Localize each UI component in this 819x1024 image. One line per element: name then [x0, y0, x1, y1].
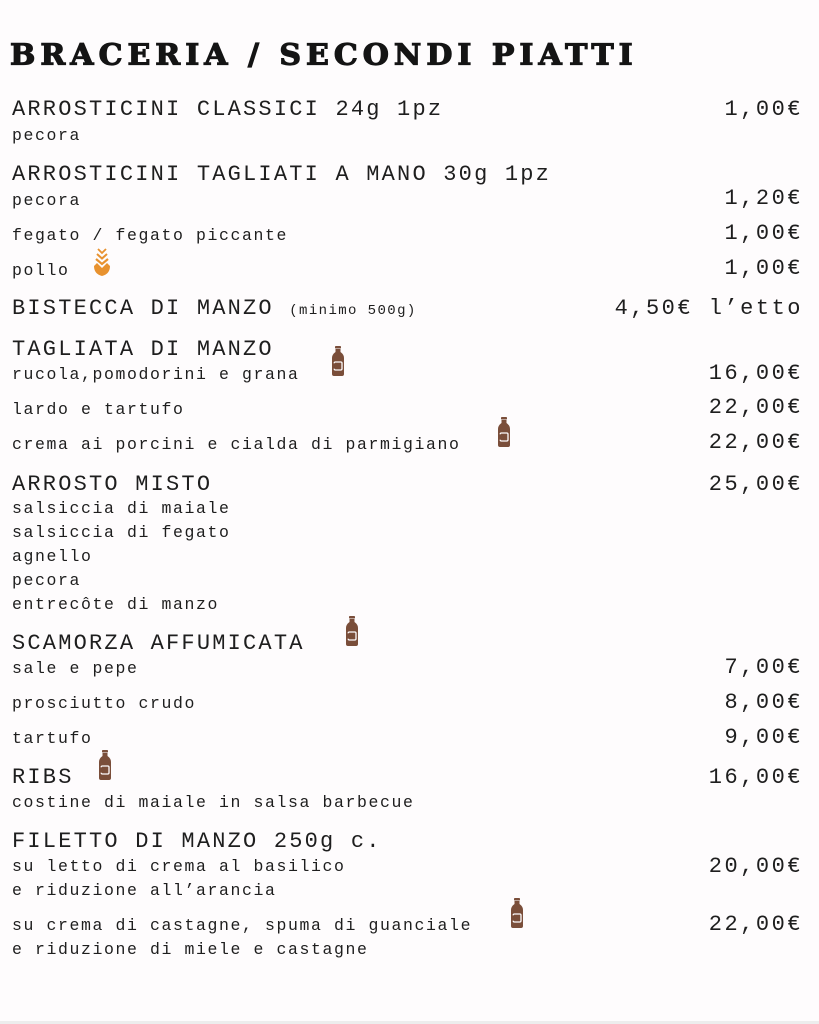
item-line: salsiccia di maiale	[12, 499, 231, 518]
item-variant: crema ai porcini e cialda di parmigiano	[12, 435, 461, 454]
item-variant: lardo e tartufo	[12, 400, 185, 419]
item-line: pecora	[12, 571, 82, 590]
item-name: BISTECCA DI MANZO (minimo 500g)	[12, 296, 417, 321]
page-title: BRACERIA / SECONDI PIATTI	[10, 38, 638, 73]
item-name: SCAMORZA AFFUMICATA	[12, 631, 305, 656]
item-price: 1,20€	[724, 186, 803, 211]
item-line: e riduzione di miele e castagne	[12, 940, 369, 959]
item-price: 1,00€	[724, 221, 803, 246]
item-name: ARROSTICINI CLASSICI 24g 1pz	[12, 97, 444, 122]
item-price: 25,00€	[708, 472, 803, 497]
item-price: 1,00€	[724, 256, 803, 281]
item-price: 22,00€	[708, 912, 803, 937]
item-price: 8,00€	[724, 690, 803, 715]
item-line: salsiccia di fegato	[12, 523, 231, 542]
item-price: 4,50€ l’etto	[614, 296, 803, 321]
item-price: 16,00€	[708, 361, 803, 386]
bottle-icon	[345, 616, 359, 646]
item-price: 16,00€	[708, 765, 803, 790]
item-line: e riduzione all’arancia	[12, 881, 277, 900]
item-variant: pecora	[12, 126, 82, 145]
item-name: ARROSTICINI TAGLIATI A MANO 30g 1pz	[12, 162, 552, 187]
item-price: 20,00€	[708, 854, 803, 879]
item-line: su crema di castagne, spuma di guanciale	[12, 916, 473, 935]
bottle-icon	[497, 417, 511, 447]
item-name: FILETTO DI MANZO 250g c.	[12, 829, 382, 854]
bottle-icon	[98, 750, 112, 780]
item-variant: tartufo	[12, 729, 93, 748]
item-line: costine di maiale in salsa barbecue	[12, 793, 415, 812]
item-line: entrecôte di manzo	[12, 595, 220, 614]
item-price: 22,00€	[708, 395, 803, 420]
item-name: RIBS	[12, 765, 74, 790]
item-variant: sale e pepe	[12, 659, 139, 678]
item-price: 9,00€	[724, 725, 803, 750]
item-variant: fegato / fegato piccante	[12, 226, 289, 245]
item-line: agnello	[12, 547, 93, 566]
item-variant: rucola,pomodorini e grana	[12, 365, 300, 384]
item-price: 7,00€	[724, 655, 803, 680]
item-variant: prosciutto crudo	[12, 694, 197, 713]
bottle-icon	[510, 898, 524, 928]
item-line: su letto di crema al basilico	[12, 857, 346, 876]
item-variant: pecora	[12, 191, 82, 210]
item-price: 1,00€	[724, 97, 803, 122]
wheat-icon	[93, 247, 111, 277]
bottle-icon	[331, 346, 345, 376]
item-note: (minimo 500g)	[289, 303, 417, 319]
item-variant: pollo	[12, 261, 70, 280]
item-name: TAGLIATA DI MANZO	[12, 337, 274, 362]
item-price: 22,00€	[708, 430, 803, 455]
item-name: ARROSTO MISTO	[12, 472, 213, 497]
